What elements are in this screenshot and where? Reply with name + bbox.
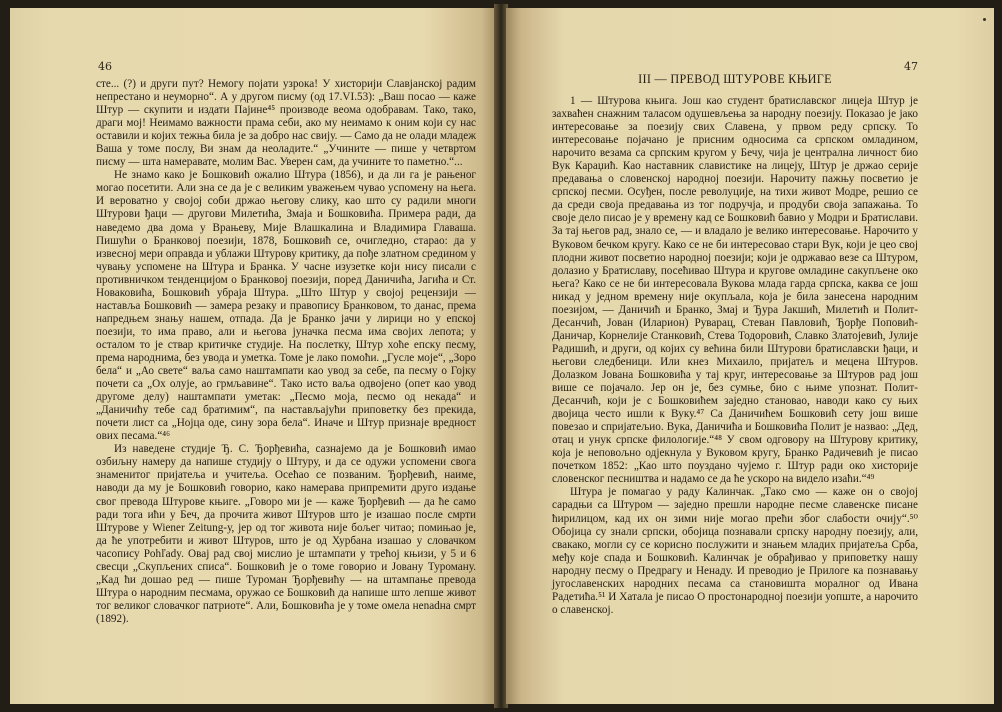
chapter-title: III — ПРЕВОД ШТУРОВЕ КЊИГЕ <box>638 72 832 86</box>
right-page-body <box>552 95 918 617</box>
left-page <box>10 8 496 704</box>
paragraph: Не знамо како је Бошковић ожалио Штура (1856), и да ли га је рањеног могао посетити. Али зна се да је с великим уважењем чувао успомену на њега. И вероватно у својој соби држао његову слику, као што су радили многи Штурови ђаци — другови Милетића, Змаја и Бошковића. Примера ради, да наведемо два дома у Врањеву, Мије Влашкалина и Владимира Главаша. Пишући о Бранковој поезији, 1878, Бошковић се, очигледно, старао: да у извесној мери оправда и ублажи Штурову критику, да пође златном средином у чувању успомене на Штура и Бранка. У часне изузетке који нису писали с противничком тенденцијом о Бранковој поезији, поред Даничића, Јагића и Ст. Новаковића, Бошковић убраја Штура. „Што Штур у својој рецензији — наставља Бошковић — замера резаку и правопису Бранковом, то данас, према напредњем знању нашем, отпада. Да је Бранко јачи у лирици но у епској поезији, то има право, али и његова јуначка песма има својих лепота; у осталом то је ствар критичке студије. На послетку, Штур хоће епску песму, према народнима, без увода и уметка. Томе је лако помоћи. „Гусле моје“, „Зоро бела“ и „Ао свете“ ваља само наштампати као увод за себе, па песму о Гојку почети са „Ох олује, ао грмљавине“. Тако исто ваља одвојено (опет као увод другоме делу) наштампати уметак: „Песмо моја, песмо од некада“ и „Даничићу тебе сад братимим“, па настављајући приповетку без прекида, почети лист са „Нојца оде, сину зора бела“. Иначе и Штур признаје вредност ових песама.“⁴⁶ <box>96 169 476 443</box>
paragraph: сте... (?) и други пут? Немогу појати узрока! У хисторији Славјанској радим непрестано и неуморно“. А у другом писму (од 17.VI.53): „Ваш посао — каже Штур — скупити и издати Пајине⁴⁵ производе веома одобравам. Тако, тако, драги мој! Неимамо важности прама себи, ако му неимамо к оним који су нас оставили и којих тежња била је за добро нас свију. — Само да не олади младеж Ваша у томе послу, Ви знам да неоладите.“ „Учините — пише у четвртом писму — шта намеравате, молим Вас. Уверен сам, да учините то паметно.“... <box>96 78 476 169</box>
page-number: 46 <box>98 60 112 73</box>
paragraph: Штура је помагао у раду Калинчак. „Тако смо — каже он о својој сарадњи са Штуром — заједно прешли народне песме славенске писане ћирилицом, кад их он зими није могао прећи због слабости очију“.⁵⁰ Обојица су знали српски, обојица познавали српску народну поезију, али, свакако, могли су се корисно послужити и знањем младих пријатеља Срба, међу које спада и Бошковић. Калинчак је обрађивао у приповетку нашу народну песму о Предрагу и Ненаду. И преводио је Прилоге ка познавању југославенских народних песама са становишта моралног од Ивана Радетића.⁵¹ И Хатала је писао О простонародној поезији уопште, а нарочито о славенској. <box>552 486 918 616</box>
page-number: 47 <box>904 60 918 73</box>
paragraph: Из наведене студије Ђ. С. Ђорђевића, сазнајемо да је Бошковић имао озбиљну намеру да напише студију о Штуру, и да се одужи успомени свога знаменитог пријатеља и учитеља. Осећао се позваним. Ђорђевић, наиме, наводи да му је Бошковић говорио, како намерава припремити друго издање свог превода Штурове књиге. „Говоро ми је — каже Ђорђевић — да ће само ради тога ићи у Беч, да прочита живот Штуров што је изашао после смрти Штурове у Wiener Zeitung-у, јер од тог живота није бољег читао; помињао је, да ће употребити и живот Штуров, што је од Хурбана изашао у словачком часопису Pohľady. Овај рад свој мислио је штампати у трећој књизи, у 5 и 6 свесци „Скупљених списа“. Бошковић је о томе говорио и Јовану Туроману. „Кад ћи дошао ред — пише Туроман Ђорђевићу — на штампање превода Штура о народним песмама, оружао се Бошковић да напише што лепше живот тог великог словачког патриоте“. Али, Бошковића је у томе омела неnadна смрт (1892). <box>96 443 476 625</box>
paragraph: 1 — Штурова књига. Још као студент братиславског лицеја Штур је захваћен снажним таласом одушевљења за народну поезију. Показао је јако интересовање за поезију свих Славена, у првом реду српску. То интересовање појачано је присним односима са српском омладином, нарочито везама са српским кругом у Бечу, чија је централна личност био Вук Караџић. Као наставник славистике на лицеју, Штур је држао серије предавања о словенској народној поезији. Нарочиту пажњу посветио је српској песми. Осуђен, после револуције, на тихи живот Модре, решио се да среди своја предавања из тог подручја, и продуби своја запажања. То своје дело писао је у времену кад се Бошковић бавио у Модри и Братислави. За тај његов рад, знало се, — и владало је велико интересовање. Нарочито у Вуковом бечком кругу. Како се не би интересовао стари Вук, који је цео свој плодни живот посветио народној поезији; који је одржавао везе са Штуром, долазио у Братиславу, посећивао Штура и кругове омладине сакупљене око њега? Како се не би интересовала Вукова млада гарда српска, каква се још никад у једном времену није окупљала, која је била занесена народним поезијом, — Даничић и Бранко, Змај и Ђура Јакшић, Милетић и Полит-Десанчић, Јован (Иларион) Руварац, Стеван Павловић, Ђорђе Поповић-Даничар, Корнелије Станковић, Стева Тодоровић, Славко Златојевић, Јулије Радишић, и други, од којих су већина били Штурови братиславски ђаци, и његови следбеници. Или кнез Михаило, пријатељ и мецена Штуров. Долазком Јована Бошковића у тај круг, интересовање за Штуров рад још више се појачало. Јер он је, без сумње, био с њиме упознат. Полит-Десанчић, који је с Бошковићем заједно становао, наводи како су њих двојица често ишли к Вуку.⁴⁷ Са Даничићем Бошковић сету још више повезао и спријатељио. Вука, Даничића и Бошковића Полит је назвао: „Дед, отац и унук српске филологије.“⁴⁸ У свом одговору на Штурову критику, која је неповољно одјекнула у Вуковом кругу, Бранко Радичевић је писао почетком 1852: „Као што поуздано чујемо г. Штур ради око хисторије словенског песништва и надамо се да ће ускоро на видело изаћи.“⁴⁹ <box>552 95 918 486</box>
right-page <box>506 8 994 704</box>
page-mark <box>983 18 986 21</box>
left-page-body <box>96 78 476 626</box>
